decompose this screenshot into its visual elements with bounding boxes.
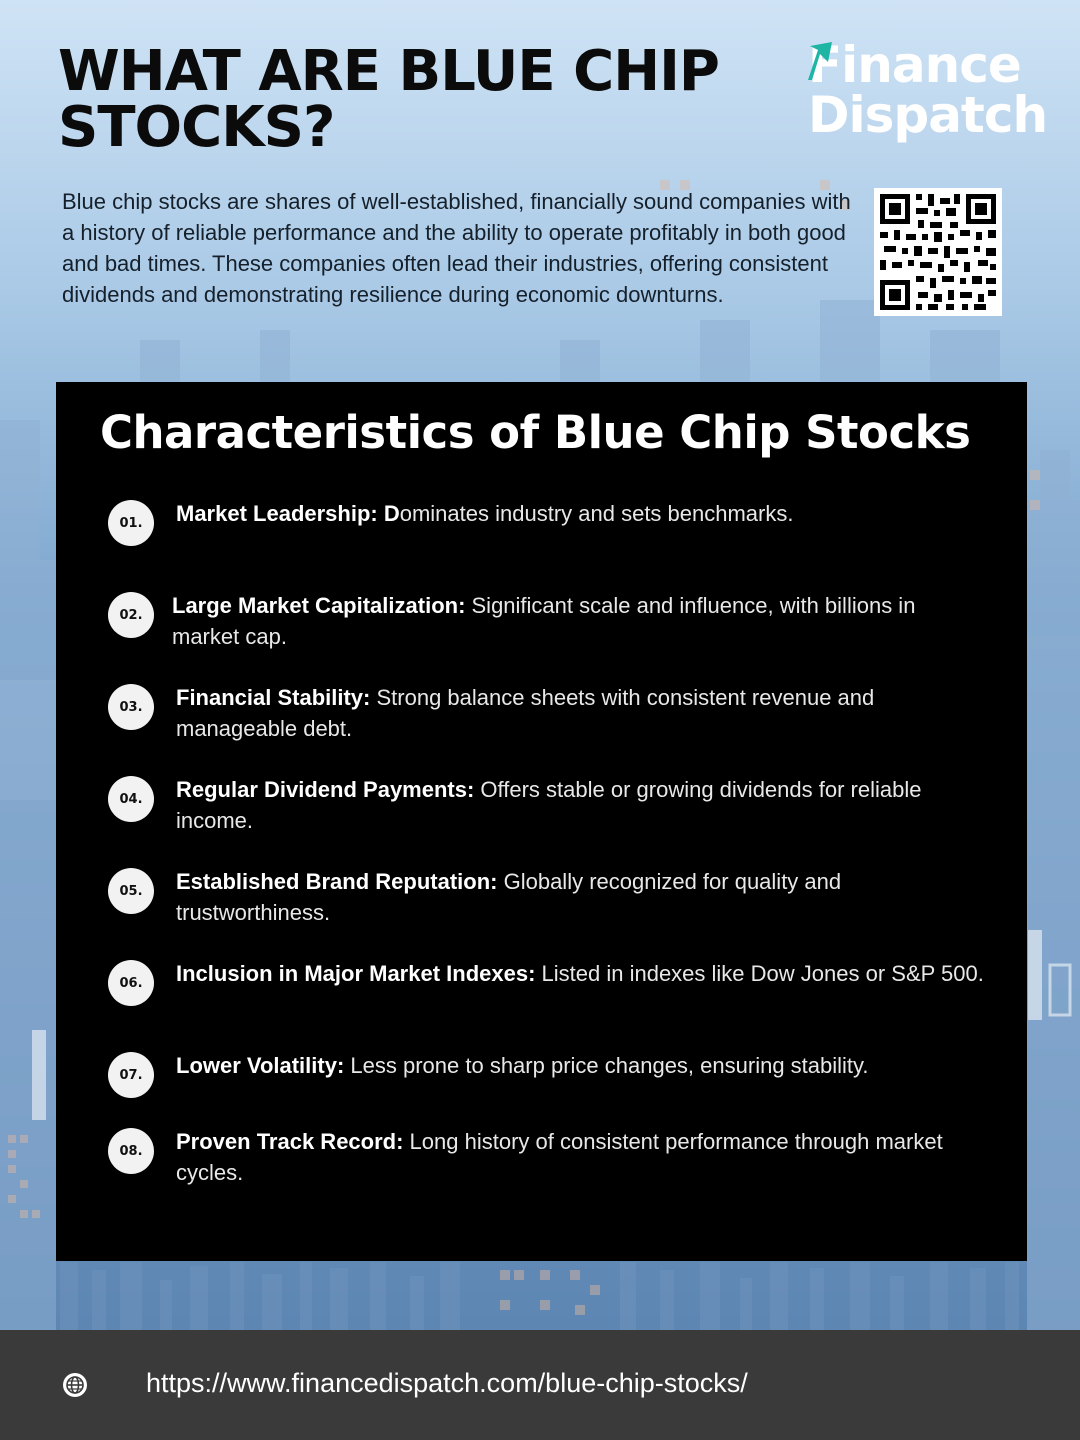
item-number-badge: 06.: [108, 960, 154, 1006]
item-text: [176, 498, 986, 529]
finance-dispatch-logo: [808, 36, 1048, 144]
item-number-badge: 01.: [108, 500, 154, 546]
item-description: Strong balance sheets with consistent revenue and manageable debt.: [176, 685, 875, 741]
item-description: Less prone to sharp price changes, ensuring stability.: [344, 1053, 869, 1078]
item-number-badge: 02.: [108, 592, 154, 638]
page-title: [58, 39, 719, 160]
item-text: [176, 1126, 986, 1188]
item-text: [172, 590, 982, 652]
item-label: Financial Stability:: [176, 685, 371, 710]
item-number-badge: 04.: [108, 776, 154, 822]
item-text: [176, 682, 986, 744]
item-label: Inclusion in Major Market Indexes:: [176, 961, 536, 986]
item-text: [176, 774, 986, 836]
item-number-badge: 07.: [108, 1052, 154, 1098]
item-text: [176, 866, 986, 928]
item-description: Long history of consistent performance through market cycles.: [176, 1129, 943, 1185]
item-description: Significant scale and influence, with billions in market cap.: [172, 593, 916, 649]
characteristics-panel: [56, 382, 1027, 1261]
title-line-2: STOCKS?: [58, 95, 335, 160]
panel-title: Characteristics of Blue Chip Stocks: [100, 406, 971, 459]
intro-paragraph: Blue chip stocks are shares of well-established, financially sound companies with a history of reliable performance and the ability to operate profitably in both good and bad times. These companies often lead their industries, offering consistent dividends and demonstrating resilience during economic downturns.: [62, 189, 851, 307]
item-description: ominates industry and sets benchmarks.: [399, 501, 794, 526]
globe-icon: [62, 1372, 88, 1398]
item-label: Established Brand Reputation:: [176, 869, 498, 894]
item-label: Lower Volatility:: [176, 1053, 345, 1078]
item-description: Globally recognized for quality and trustworthiness.: [176, 869, 842, 925]
qr-code[interactable]: [874, 188, 1002, 316]
item-label: Proven Track Record:: [176, 1129, 404, 1154]
website-url-link[interactable]: https://www.financedispatch.com/blue-chip-stocks/: [146, 1368, 748, 1398]
item-text: [176, 1050, 986, 1081]
logo-line-2: Dispatch: [808, 86, 1048, 144]
item-description: Offers stable or growing dividends for reliable income.: [176, 777, 922, 833]
item-label: Large Market Capitalization:: [172, 593, 466, 618]
item-label: Regular Dividend Payments:: [176, 777, 475, 802]
item-number-badge: 08.: [108, 1128, 154, 1174]
qr-code-icon: [874, 188, 1002, 316]
title-line-1: WHAT ARE BLUE CHIP: [58, 39, 719, 104]
logo-arrow-icon: [806, 42, 834, 82]
item-number-badge: 05.: [108, 868, 154, 914]
item-label: Market Leadership: D: [176, 501, 400, 526]
item-number-badge: 03.: [108, 684, 154, 730]
logo-line-1: Finance: [808, 36, 1021, 94]
item-text: [176, 958, 986, 989]
footer-bar: [0, 1330, 1080, 1440]
item-description: Listed in indexes like Dow Jones or S&P 500.: [535, 961, 984, 986]
